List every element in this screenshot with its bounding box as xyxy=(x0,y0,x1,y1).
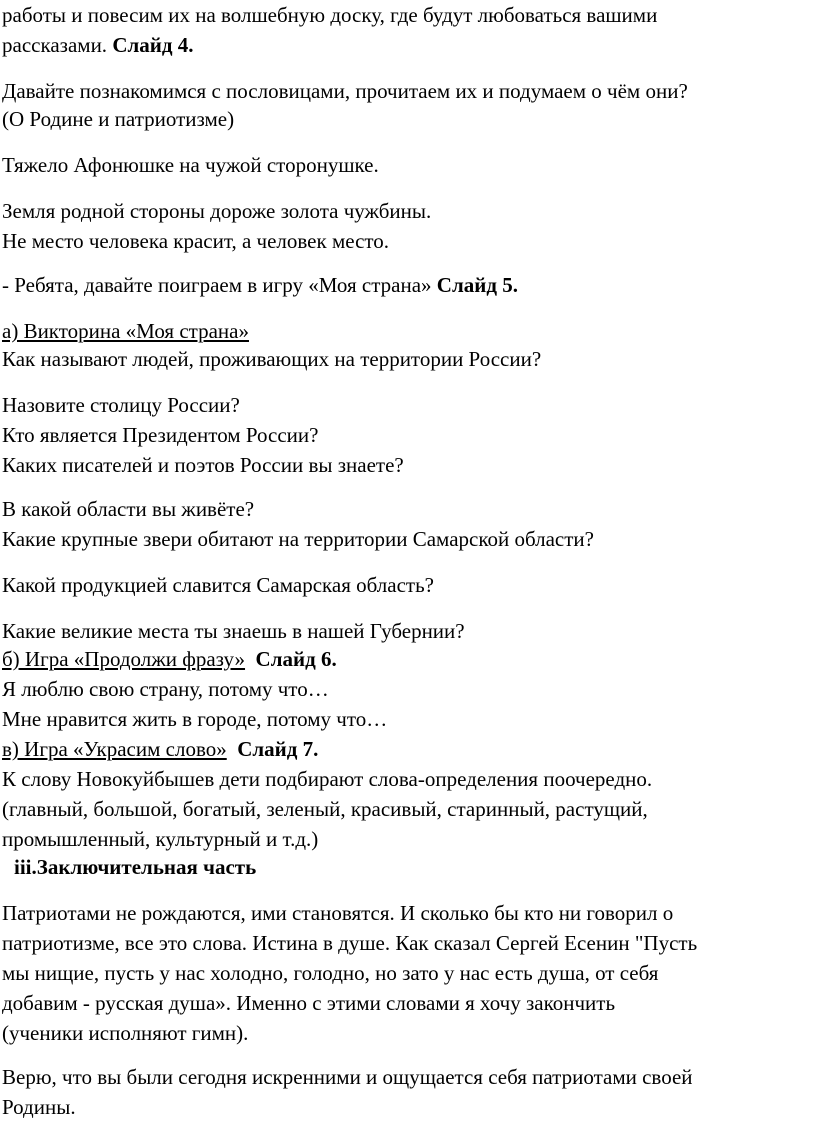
game-heading: б) Игра «Продолжи фразу» xyxy=(2,647,246,671)
quiz-question: Назовите столицу России? xyxy=(2,393,240,417)
slide-reference: Слайд 4. xyxy=(112,33,194,57)
quiz-question: Как называют людей, проживающих на территории России? xyxy=(2,347,542,371)
section-heading-line xyxy=(2,734,318,764)
paragraph-line: Патриотами не рождаются, ими становятся. И сколько бы кто ни говорил о xyxy=(2,901,674,925)
quiz-question: Какой продукцией славится Самарская область? xyxy=(2,573,435,597)
paragraph-text: рассказами. xyxy=(2,33,108,57)
slide-reference: Слайд 7. xyxy=(237,737,319,761)
paragraph-line: промышленный, культурный и т.д.) xyxy=(2,827,319,851)
quiz-heading: а) Викторина «Моя страна» xyxy=(2,319,249,343)
phrase-line: Я люблю свою страну, потому что… xyxy=(2,677,329,701)
quiz-question: В какой области вы живёте? xyxy=(2,497,255,521)
paragraph-text: - Ребята, давайте поиграем в игру «Моя страна» xyxy=(2,273,432,297)
phrase-line: Мне нравится жить в городе, потому что… xyxy=(2,707,388,731)
paragraph-line: (О Родине и патриотизме) xyxy=(2,107,235,131)
paragraph-line: патриотизме, все это слова. Истина в душе. Как сказал Сергей Есенин "Пусть xyxy=(2,931,698,955)
paragraph-line xyxy=(2,270,518,300)
proverb: Не место человека красит, а человек место. xyxy=(2,229,390,253)
slide-reference: Слайд 5. xyxy=(436,273,518,297)
paragraph-line: (главный, большой, богатый, зеленый, красивый, старинный, растущий, xyxy=(2,797,648,821)
paragraph-line xyxy=(2,30,193,60)
quiz-question: Какие крупные звери обитают на территории Самарской области? xyxy=(2,527,594,551)
paragraph-line: мы нищие, пусть у нас холодно, голодно, но зато у нас есть душа, от себя xyxy=(2,961,659,985)
paragraph-line: Верю, что вы были сегодня искренними и ощущается себя патриотами своей xyxy=(2,1065,693,1089)
paragraph-line: добавим - русская душа». Именно с этими словами я хочу закончить xyxy=(2,991,616,1015)
paragraph-line: Родины. xyxy=(2,1095,76,1119)
quiz-question: Кто является Президентом России? xyxy=(2,423,319,447)
paragraph-line: Давайте познакомимся с пословицами, прочитаем их и подумаем о чём они? xyxy=(2,79,688,103)
game-heading: в) Игра «Украсим слово» xyxy=(2,737,227,761)
quiz-question: Каких писателей и поэтов России вы знаете? xyxy=(2,453,404,477)
paragraph-line: К слову Новокуйбышев дети подбирают слова-определения поочередно. xyxy=(2,767,653,791)
quiz-question: Какие великие места ты знаешь в нашей Губернии? xyxy=(2,619,465,643)
paragraph-line: работы и повесим их на волшебную доску, где будут любоваться вашими xyxy=(2,3,658,27)
slide-reference: Слайд 6. xyxy=(255,647,337,671)
section-heading: iii.Заключительная часть xyxy=(14,855,257,879)
proverb: Тяжело Афонюшке на чужой сторонушке. xyxy=(2,153,379,177)
paragraph-line: (ученики исполняют гимн). xyxy=(2,1021,249,1045)
section-heading-line xyxy=(2,644,337,674)
proverb: Земля родной стороны дороже золота чужбины. xyxy=(2,199,432,223)
